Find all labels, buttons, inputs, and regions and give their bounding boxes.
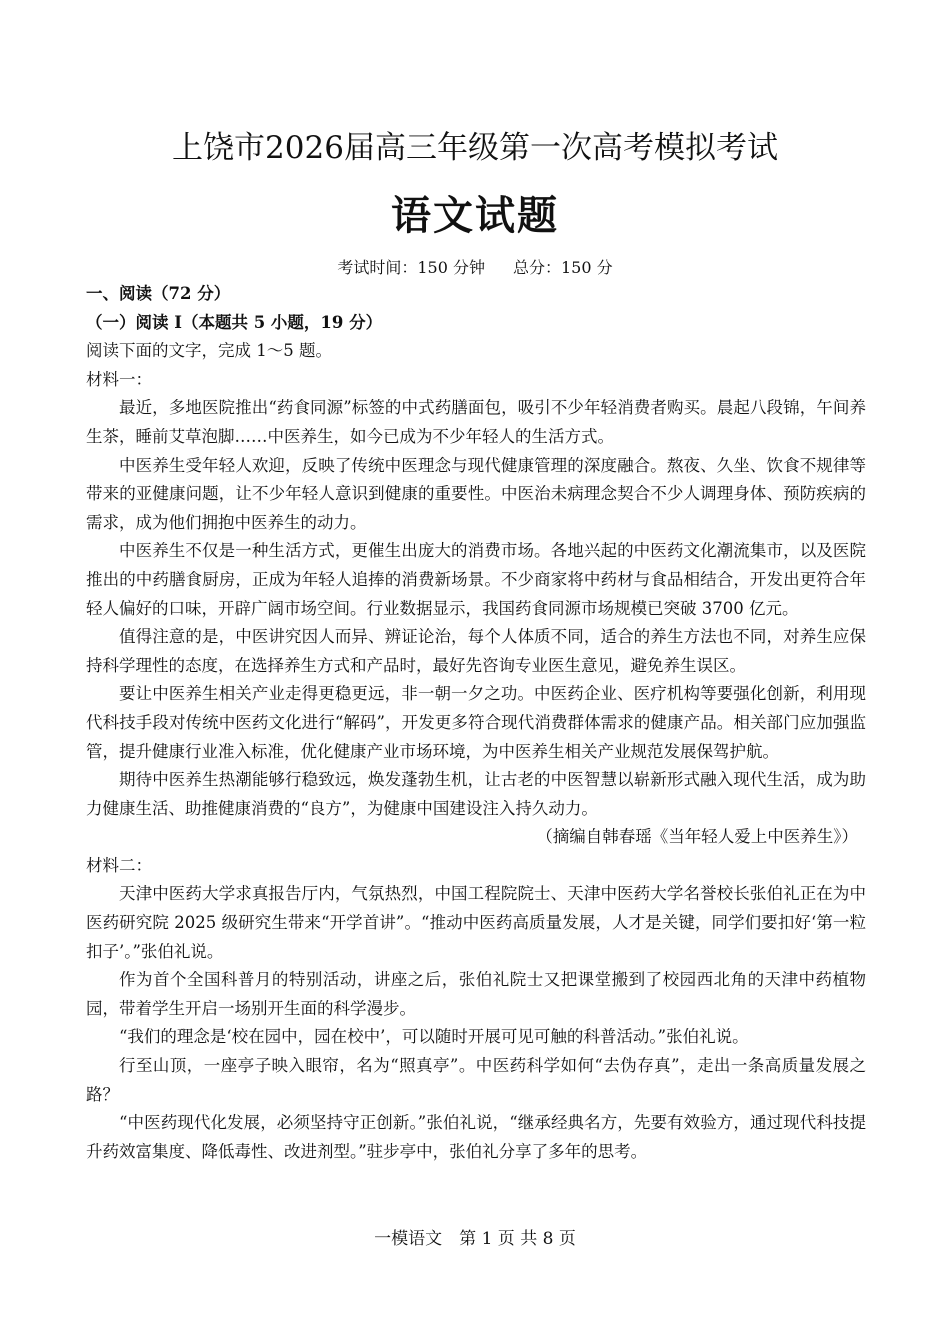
material2-paragraph: 作为首个全国科普月的特别活动，讲座之后，张伯礼院士又把课堂搬到了校园西北角的天津中药植物园，带着学生开启一场别开生面的科学漫步。	[86, 970, 866, 1018]
material2-paragraph: 行至山顶，一座亭子映入眼帘，名为“照真亭”。中医药科学如何“去伪存真”，走出一条高质量发展之路？	[86, 1056, 866, 1104]
material1-paragraph: 最近，多地医院推出“药食同源”标签的中式药膳面包，吸引不少年轻消费者购买。晨起八段锦，午间养生茶，睡前艾草泡脚……中医养生，如今已成为不少年轻人的生活方式。	[86, 398, 866, 446]
page-footer: 一模语文 第 1 页 共 8 页	[374, 1229, 576, 1249]
material1-label: 材料一：	[86, 369, 152, 389]
subject-title: 语文试题	[391, 192, 559, 239]
material1-paragraph: 值得注意的是，中医讲究因人而异、辨证论治，每个人体质不同，适合的养生方法也不同，对养生应保持科学理性的态度，在选择养生方式和产品时，最好先咨询专业医生意见，避免养生误区。	[86, 627, 866, 675]
material1-paragraph: 中医养生不仅是一种生活方式，更催生出庞大的消费市场。各地兴起的中医药文化潮流集市，以及医院推出的中药膳食厨房，正成为年轻人追捧的消费新场景。不少商家将中药材与食品相结合，开发出更符合年轻人偏好的口味，开辟广阔市场空间。行业数据显示，我国药食同源市场规模已突破 3700 亿元。	[86, 541, 866, 618]
section-heading: 一、阅读（72 分）	[86, 284, 231, 303]
instruction: 阅读下面的文字，完成 1～5 题。	[86, 341, 332, 361]
material1-paragraph: 中医养生受年轻人欢迎，反映了传统中医理念与现代健康管理的深度融合。熬夜、久坐、饮食不规律等带来的亚健康问题，让不少年轻人意识到健康的重要性。中医治未病理念契合不少人调理身体、预防疾病的需求，成为他们拥抱中医养生的动力。	[86, 455, 866, 532]
total-score: 总分：150 分	[513, 258, 613, 277]
material1-paragraph: 期待中医养生热潮能够行稳致远，焕发蓬勃生机，让古老的中医智慧以崭新形式融入现代生活，成为助力健康生活、助推健康消费的“良方”，为健康中国建设注入持久动力。	[86, 770, 866, 818]
material1-source: （摘编自韩春瑶《当年轻人爱上中医养生》）	[536, 827, 858, 847]
section-subheading: （一）阅读 I（本题共 5 小题，19 分）	[86, 312, 383, 332]
exam-info	[0, 255, 950, 278]
material2-label: 材料二：	[86, 855, 152, 875]
exam-content	[86, 280, 866, 1166]
material2-paragraph: “我们的理念是‘校在园中，园在校中’，可以随时开展可见可触的科普活动。”张伯礼说。	[119, 1027, 749, 1047]
material2-paragraph: “中医药现代化发展，必须坚持守正创新。”张伯礼说，“继承经典名方，先要有效验方，通过现代科技提升药效富集度、降低毒性、改进剂型。”驻步亭中，张伯礼分享了多年的思考。	[86, 1113, 866, 1161]
material1-paragraph: 要让中医养生相关产业走得更稳更远，非一朝一夕之功。中医药企业、医疗机构等要强化创新，利用现代科技手段对传统中医药文化进行“解码”，开发更多符合现代消费群体需求的健康产品。相关部门应加强监管，提升健康行业准入标准，优化健康产业市场环境，为中医养生相关产业规范发展保驾护航。	[86, 684, 866, 761]
exam-title: 上饶市2026届高三年级第一次高考模拟考试	[172, 130, 778, 166]
exam-time: 考试时间：150 分钟	[337, 258, 485, 277]
material2-paragraph: 天津中医药大学求真报告厅内，气氛热烈，中国工程院院士、天津中医药大学名誉校长张伯礼正在为中医药研究院 2025 级研究生带来“开学首讲”。“推动中医药高质量发展，人才是关键，同学们要扣好‘第一粒扣子’。”张伯礼说。	[86, 884, 866, 961]
